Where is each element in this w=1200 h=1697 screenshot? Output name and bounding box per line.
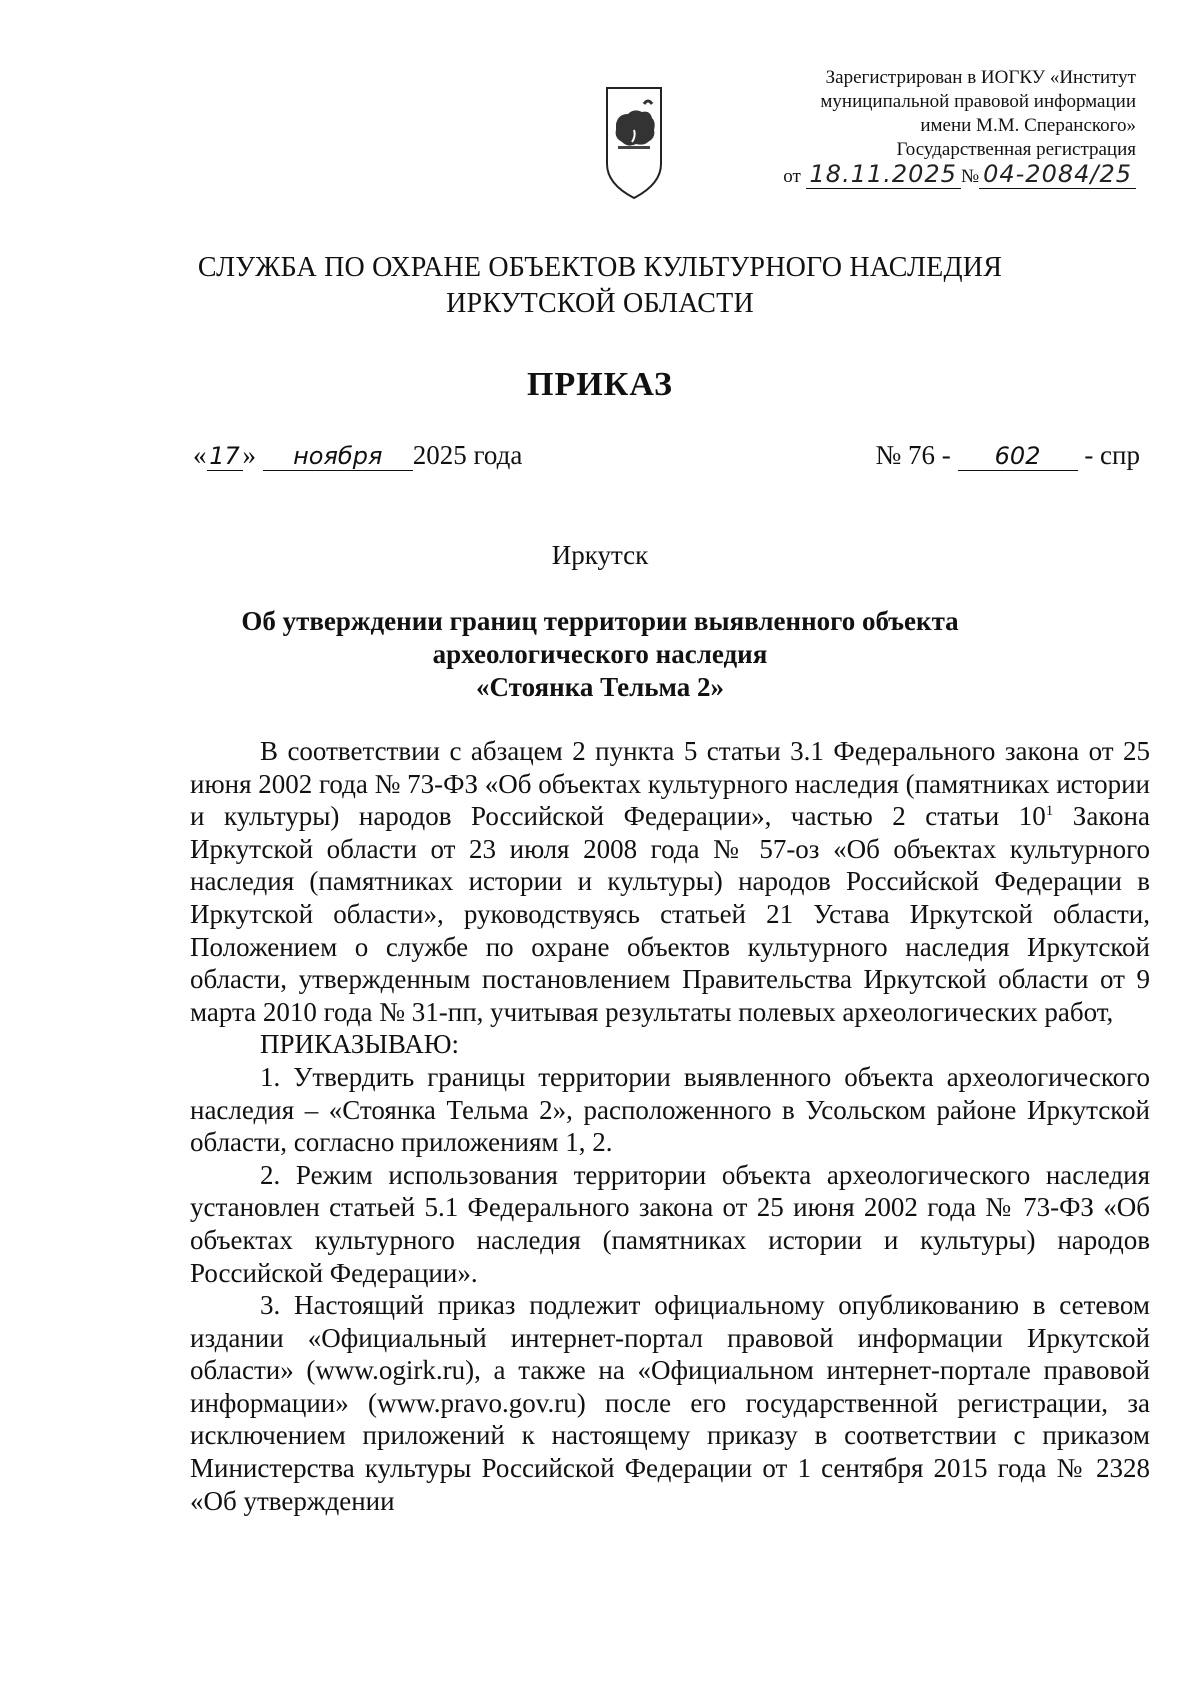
registration-number-prefix: № [960,166,980,187]
order-number-suffix: - спр [1084,440,1140,470]
date-open-quote: « [193,440,207,470]
order-word: ПРИКАЗЫВАЮ: [260,1029,459,1060]
date-year: 2025 года [412,440,523,470]
subject-line: археологического наследия [432,639,768,669]
registration-line: Государственная регистрация [896,139,1136,160]
date-month-handwritten: ноября [263,442,413,471]
preamble-text-continued: Закона Иркутской области от 23 июля 2008 года № 57-оз «Об объектах культурного наследия (памятниках истории и культуры) народов Российской Федерации в Иркутской области», руководствуясь статьей 21 Устава Иркутской области, Положением о службе по охране объектов культурного наследия Иркутской области, утвержденным постановлением Правительства Иркутской области от 9 марта 2010 года № 31-пп, учитывая результаты полевых археологических работ, [190,801,1150,1027]
preamble-paragraph [190,735,1150,1028]
order-item-1: 1. Утвердить границы территории выявленного объекта археологического наследия – «Стоянка Тельма 2», расположенного в Усольском районе Иркутской области, согласно приложениям 1, 2. [190,1061,1150,1158]
organization-line: ИРКУТСКОЙ ОБЛАСТИ [446,288,754,319]
subject-line: Об утверждении границ территории выявленного объекта [241,606,959,636]
order-date [193,440,522,471]
registration-line: муниципальной правовой информации [820,91,1136,112]
registration-line: имени М.М. Сперанского» [920,115,1136,136]
order-item-3: 3. Настоящий приказ подлежит официальному опубликованию в сетевом издании «Официальный интернет-портал правовой информации Иркутской области» (www.ogirk.ru), а также на «Официальном интернет-портале правовой информации» (www.pravo.gov.ru) после его государственной регистрации, за исключением приложений к настоящему приказу в соответствии с приказом Министерства культуры Российской Федерации от 1 сентября 2015 года № 2328 «Об утверждении [190,1290,1150,1516]
order-subject [0,605,1200,704]
subject-line: «Стоянка Тельма 2» [476,672,724,702]
coat-of-arms-emblem [604,84,664,202]
order-item-2: 2. Режим использования территории объекта археологического наследия установлен статьей 5.1 Федерального закона от 25 июня 2002 года № 73-ФЗ «Об объектах культурного наследия (памятниках истории и культуры) народов Российской Федерации». [190,1159,1150,1288]
registration-date-prefix: от [783,166,801,187]
registration-stamp [756,66,1136,189]
preamble-superscript: 1 [1045,803,1054,820]
registration-line: Зарегистрирован в ИОГКУ «Институт [825,67,1136,88]
document-body [190,735,1150,1517]
document-type-title: ПРИКАЗ [527,366,673,403]
registration-date-row [756,162,1136,189]
registration-number-handwritten: 04-2084/25 [979,160,1136,189]
city-name: Иркутск [551,540,649,570]
organization-name [0,250,1200,322]
order-number-handwritten: 602 [958,442,1078,471]
order-number [876,440,1140,471]
preamble-text: В соответствии с абзацем 2 пункта 5 статьи 3.1 Федерального закона от 25 июня 2002 года № 73-ФЗ «Об объектах культурного наследия (памятниках истории и культуры) народов Российской Федерации», частью 2 статьи 10 [190,736,1150,832]
order-number-prefix: № 76 - [875,440,951,470]
date-close-quote: » [242,440,256,470]
registration-date-handwritten: 18.11.2025 [806,160,961,189]
date-day-handwritten: 17 [207,442,243,471]
organization-line: СЛУЖБА ПО ОХРАНЕ ОБЪЕКТОВ КУЛЬТУРНОГО НАСЛЕДИЯ [197,252,1003,283]
